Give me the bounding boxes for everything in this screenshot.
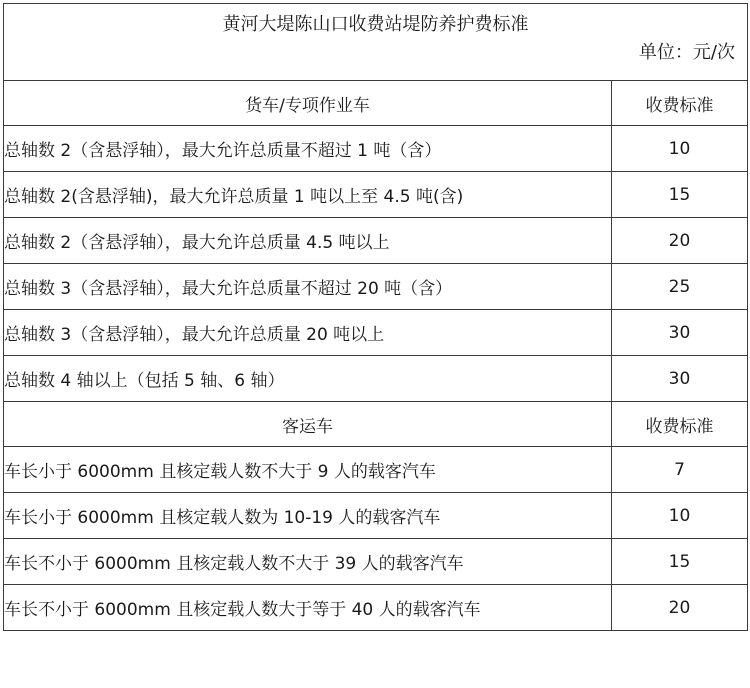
table-row: [4, 356, 748, 402]
row-fee: 30: [612, 310, 748, 356]
bus-fee-header: 收费标准: [612, 402, 748, 447]
table-row: [4, 172, 748, 218]
row-fee: 25: [612, 264, 748, 310]
row-description: 总轴数 4 轴以上（包括 5 轴、6 轴）: [4, 356, 612, 402]
row-fee: 7: [612, 447, 748, 493]
table-row: [4, 539, 748, 585]
row-fee: 20: [612, 218, 748, 264]
unit-label: 单位：元/次: [638, 42, 735, 63]
row-description: 总轴数 2（含悬浮轴），最大允许总质量不超过 1 吨（含）: [4, 126, 612, 172]
table-row: [4, 264, 748, 310]
row-description: 总轴数 2(含悬浮轴)，最大允许总质量 1 吨以上至 4.5 吨(含): [4, 172, 612, 218]
table-row: [4, 218, 748, 264]
row-description: 总轴数 3（含悬浮轴），最大允许总质量不超过 20 吨（含）: [4, 264, 612, 310]
bus-header-row: [4, 402, 748, 447]
table-row: [4, 126, 748, 172]
row-fee: 20: [612, 585, 748, 631]
table-row: [4, 447, 748, 493]
title-cell: [4, 4, 748, 81]
row-fee: 10: [612, 126, 748, 172]
title-row: [4, 4, 748, 81]
table-title: 黄河大堤陈山口收费站堤防养护费标准: [222, 14, 529, 35]
table-row: [4, 585, 748, 631]
row-fee: 15: [612, 172, 748, 218]
row-description: 总轴数 2（含悬浮轴），最大允许总质量 4.5 吨以上: [4, 218, 612, 264]
row-description: 车长小于 6000mm 且核定载人数不大于 9 人的载客汽车: [4, 447, 612, 493]
row-fee: 30: [612, 356, 748, 402]
row-description: 车长不小于 6000mm 且核定载人数不大于 39 人的载客汽车: [4, 539, 612, 585]
row-fee: 10: [612, 493, 748, 539]
row-description: 总轴数 3（含悬浮轴），最大允许总质量 20 吨以上: [4, 310, 612, 356]
table-row: [4, 310, 748, 356]
table-row: [4, 493, 748, 539]
truck-header-row: [4, 81, 748, 126]
fee-table: [3, 3, 748, 631]
row-description: 车长不小于 6000mm 且核定载人数大于等于 40 人的载客汽车: [4, 585, 612, 631]
truck-fee-header: 收费标准: [612, 81, 748, 126]
row-fee: 15: [612, 539, 748, 585]
bus-category-header: 客运车: [4, 402, 612, 447]
truck-category-header: 货车/专项作业车: [4, 81, 612, 126]
row-description: 车长小于 6000mm 且核定载人数为 10-19 人的载客汽车: [4, 493, 612, 539]
